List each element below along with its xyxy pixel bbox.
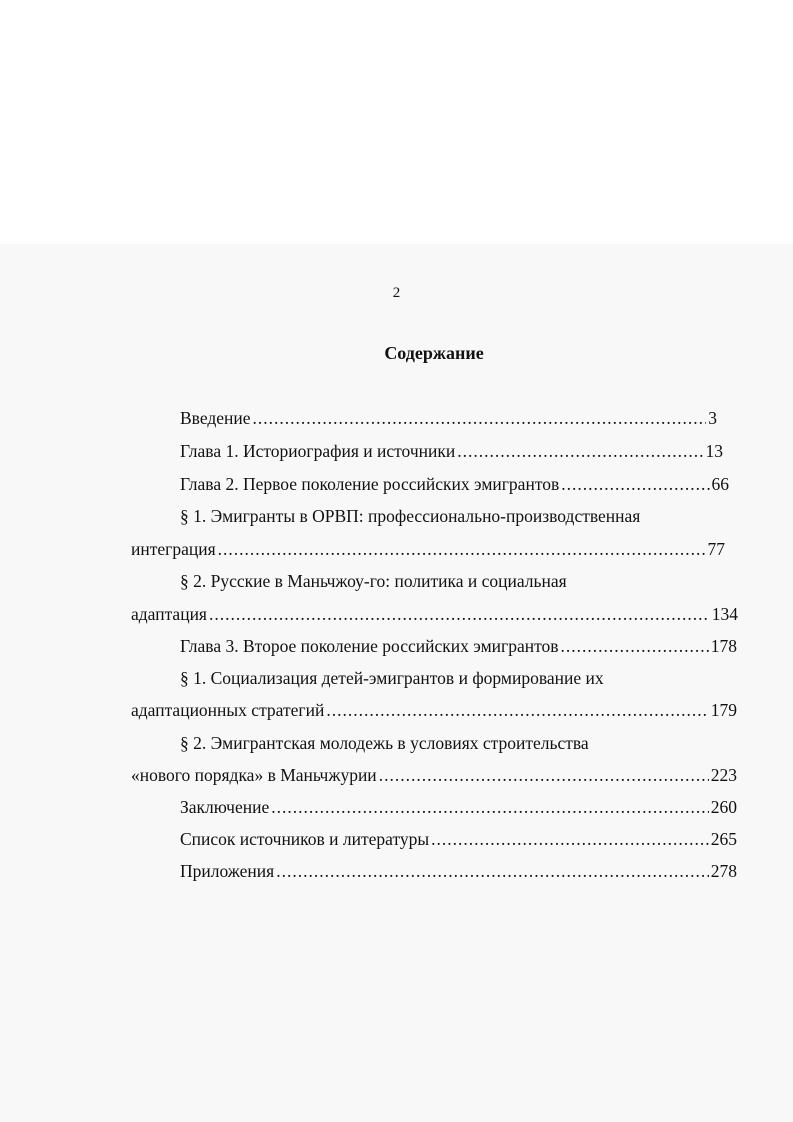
toc-entry-page: 77 xyxy=(707,539,725,559)
toc-entry-label: Глава 2. Первое поколение российских эмигрантов xyxy=(180,474,560,494)
toc-entry-page: 179 xyxy=(710,700,737,720)
toc-entry-label: Введение xyxy=(180,408,251,428)
toc-entry-section-3-1 xyxy=(131,699,737,721)
dot-leader xyxy=(457,440,703,462)
dot-leader xyxy=(431,828,709,850)
toc-entry-page: 260 xyxy=(710,797,737,817)
toc-entry-bibliography xyxy=(180,828,737,850)
toc-entry-page: 278 xyxy=(710,861,737,881)
dot-leader xyxy=(218,538,706,560)
toc-entry-label: Приложения xyxy=(180,861,275,881)
toc-entry-label: Список источников и литературы xyxy=(180,829,430,849)
toc-entry-section-2-1-line1: § 1. Эмигранты в ОРВП: профессионально-производственная xyxy=(180,506,641,526)
toc-entry-conclusion xyxy=(180,796,737,818)
toc-entry-section-3-2-line1: § 2. Эмигрантская молодежь в условиях строительства xyxy=(180,733,589,753)
toc-entry-page: 265 xyxy=(710,829,737,849)
toc-entry-label: Заключение xyxy=(180,797,270,817)
toc-entry-section-3-1-line1: § 1. Социализация детей-эмигрантов и формирование их xyxy=(180,668,604,688)
toc-entry-label: адаптация xyxy=(131,604,207,624)
dot-leader xyxy=(209,603,710,625)
toc-entry-label: Глава 3. Второе поколение российских эмигрантов xyxy=(180,636,559,656)
dot-leader xyxy=(561,473,709,495)
dot-leader xyxy=(271,796,709,818)
toc-entry-label: Глава 1. Историография и источники xyxy=(180,441,456,461)
toc-entry-chapter-1 xyxy=(180,440,723,462)
toc-entry-label: адаптационных стратегий xyxy=(131,700,325,720)
toc-entry-section-2-2 xyxy=(131,603,738,625)
toc-entry-page: 178 xyxy=(710,636,737,656)
dot-leader xyxy=(379,764,709,786)
toc-entry-introduction xyxy=(180,407,717,429)
toc-entry-page: 3 xyxy=(708,408,717,428)
dot-leader xyxy=(326,699,708,721)
toc-entry-section-2-2-line1: § 2. Русские в Маньчжоу-го: политика и социальная xyxy=(180,571,567,591)
toc-entry-page: 66 xyxy=(711,474,729,494)
toc-entry-page: 134 xyxy=(711,604,738,624)
page-title: Содержание xyxy=(384,343,484,363)
toc-entry-chapter-2 xyxy=(180,473,729,495)
dot-leader xyxy=(253,407,707,429)
dot-leader xyxy=(561,635,709,657)
toc-entry-section-2-1 xyxy=(131,538,725,560)
toc-entry-chapter-3 xyxy=(180,635,737,657)
toc-entry-page: 223 xyxy=(710,765,737,785)
toc-entry-label: «нового порядка» в Маньчжурии xyxy=(131,765,377,785)
toc-entry-label: интеграция xyxy=(131,539,216,559)
toc-entry-page: 13 xyxy=(705,441,723,461)
toc-entry-appendices xyxy=(180,860,737,882)
dot-leader xyxy=(276,860,709,882)
page-number: 2 xyxy=(392,285,401,301)
toc-entry-section-3-2 xyxy=(131,764,737,786)
